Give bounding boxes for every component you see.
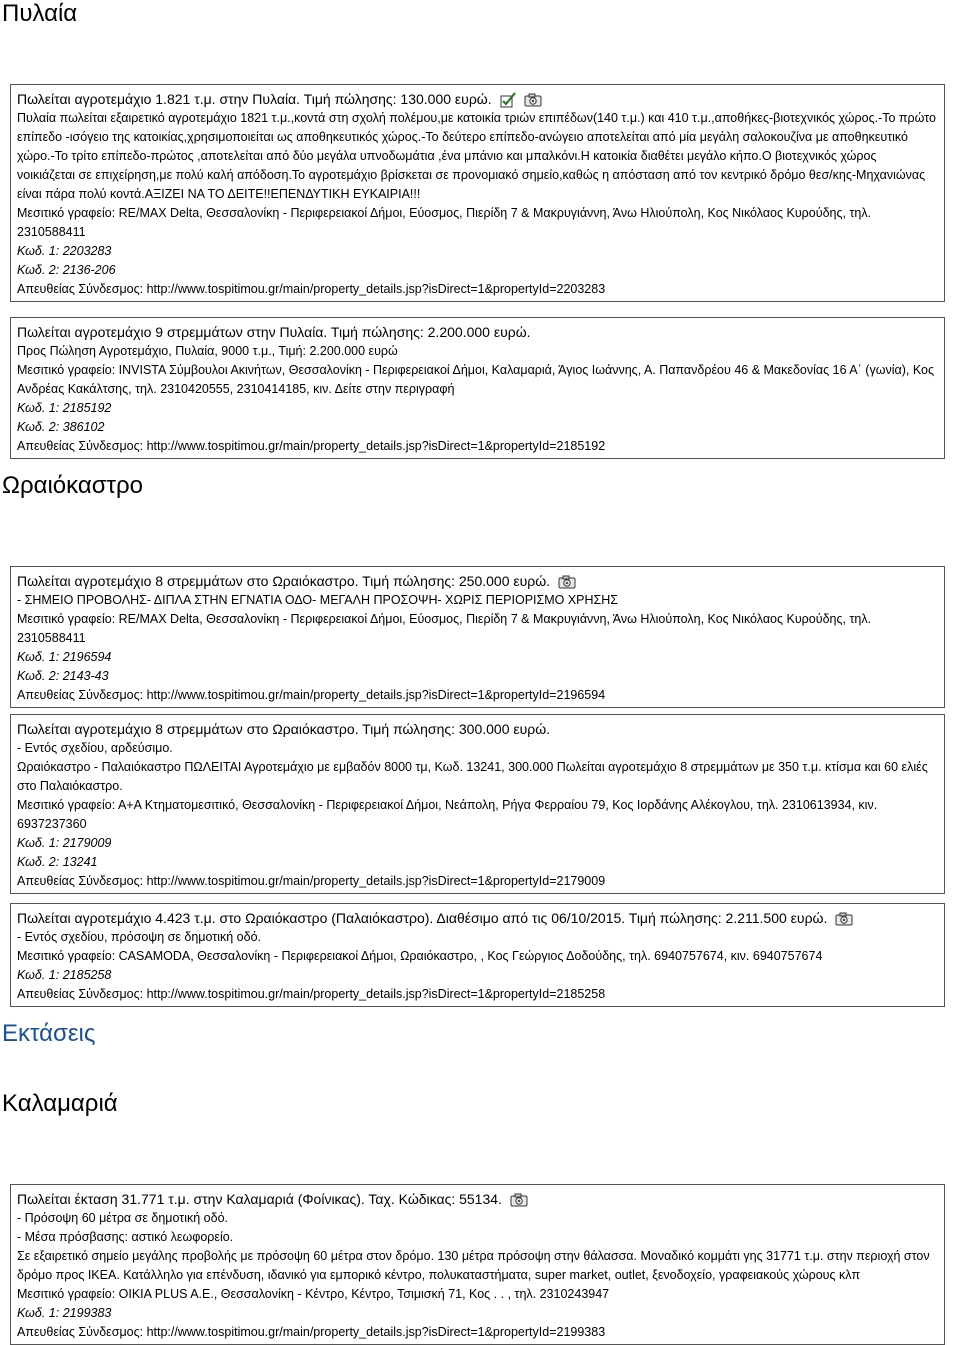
listing-code: Κωδ. 1: 2185192: [17, 401, 112, 415]
listing-code: Κωδ. 2: 2136-206: [17, 263, 116, 277]
listing-direct-link[interactable]: Απευθείας Σύνδεσμος: http://www.tospitimou.gr/main/property_details.jsp?isDirect=1&propertyId=2203283: [17, 282, 606, 296]
listing-title: [17, 1189, 938, 1209]
listing-card: [10, 84, 945, 302]
camera-icon[interactable]: [510, 1193, 528, 1207]
listing-description: Πυλαία πωλείται εξαιρετικό αγροτεμάχιο 1821 τ.μ.,κοντά στη σχολή πολέμου,με κατοικία τριών επιπέδων(140 τ.μ.) και 410 τ.μ.,αποθήκες-βιοτεχνικός χώρος.-Το πρώτο επίπεδο -ισόγειο της κατοικίας,χρησιμοποιείται ως αποθηκευτικός χώρος.-Το δεύτερο επίπεδο-ανώγειο αποτελείται από μία μεγάλη σαλοκουζίνα με αποθηκευτικό χώρο.-Το τρίτο επίπεδο-πρώτος ,αποτελείται από δύο μεγάλα υπνοδωμάτια ,ένα μπάνιο και μπαλκόνι.Η κατοικία διαθέτει μεγάλο κήπο.Ο βιοτεχνικός χώρος νοικιάζεται σε επιχείρηση,με πολύ καλή απόδοση.Το αγροτεμάχιο βρίσκεται σε προνομιακό σημείο,καθώς η απόσταση από τον κεντρικό δρόμο θεσ/κης-Μηχανιώνας είναι πάρα πολύ κοντά.ΑΞΙΖΕΙ ΝΑ ΤΟ ΔΕΙΤΕ!!ΕΠΕΝΔΥΤΙΚΗ ΕΥΚΑΙΡΙΑ!!!: [17, 111, 936, 201]
listing-title-text: Πωλείται έκταση 31.771 τ.μ. στην Καλαμαριά (Φοίνικας). Ταχ. Κώδικας: 55134.: [17, 1191, 502, 1207]
listing-office: Μεσιτικό γραφείο: INVISTA Σύμβουλοι Ακινήτων, Θεσσαλονίκη - Περιφερειακοί Δήμοι, Καλαμαριά, Άγιος Ιωάννης, Α. Παπανδρέου 46 & Μακεδονίας 16 Α΄ (γωνία), Κος Ανδρέας Κακάλτσης, τηλ. 2310420555, 2310414185, κιν. Δείτε στην περιγραφή: [17, 363, 934, 396]
listing-card: [10, 566, 945, 708]
listing-description: Προς Πώληση Αγροτεμάχιο, Πυλαία, 9000 τ.μ., Τιμή: 2.200.000 ευρώ: [17, 344, 398, 358]
checkmark-icon[interactable]: [500, 92, 516, 108]
listing-description: - Εντός σχεδίου, αρδεύσιμο. Ωραιόκαστρο - Παλαιόκαστρο ΠΩΛΕΙΤΑΙ Αγροτεμάχιο με εμβαδόν 8000 τμ, Κωδ. 13241, 300.000 Πωλείται αγροτεμάχιο 8 στρεμμάτων με 350 τ.μ. κτίσμα και 60 ελιές στο Παλαιόκαστρο.: [17, 741, 928, 793]
listing-code: Κωδ. 2: 13241: [17, 855, 98, 869]
listing-code: Κωδ. 1: 2203283: [17, 244, 112, 258]
listing-office: Μεσιτικό γραφείο: RE/MAX Delta, Θεσσαλονίκη - Περιφερειακοί Δήμοι, Εύοσμος, Πιερίδη 7 & Μακρυγιάννη, Άνω Ηλιούπολη, Κος Νικόλαος Κυρούδης, τηλ. 2310588411: [17, 612, 872, 645]
listing-description: - Πρόσοψη 60 μέτρα σε δημοτική οδό. - Μέσα πρόσβασης: αστικό λεωφορείο. Σε εξαιρετικό σημείο μεγάλης προβολής με πρόσοψη 60 μέτρα στον δρόμο. 130 μέτρα πρόσοψη στην θάλασσα. Μοναδικό κομμάτι γης 31771 τ.μ. στην περιοχή στον δρόμο προς ΙΚΕΑ. Κατάλληλο για επένδυση, ιδανικό για εμπορικό κέντρο, πολυκαταστήματα, super market, outlet, ξενοδοχείο, γραφειακούς χώρους κλπ: [17, 1211, 930, 1282]
camera-icon[interactable]: [524, 93, 542, 107]
listing-direct-link[interactable]: Απευθείας Σύνδεσμος: http://www.tospitimou.gr/main/property_details.jsp?isDirect=1&propertyId=2185258: [17, 987, 606, 1001]
listing-card: [10, 714, 945, 894]
listing-title-text: Πωλείται αγροτεμάχιο 1.821 τ.μ. στην Πυλαία. Τιμή πώλησης: 130.000 ευρώ.: [17, 91, 492, 107]
heading-oraiokastro: Ωραιόκαστρο: [2, 472, 144, 499]
listing-description: - Εντός σχεδίου, πρόσοψη σε δημοτική οδό.: [17, 930, 261, 944]
camera-icon[interactable]: [558, 575, 576, 589]
listing-code: Κωδ. 1: 2185258: [17, 968, 112, 982]
listing-title-text: Πωλείται αγροτεμάχιο 8 στρεμμάτων στο Ωραιόκαστρο. Τιμή πώλησης: 300.000 ευρώ.: [17, 721, 551, 737]
listing-office: Μεσιτικό γραφείο: CASAMODA, Θεσσαλονίκη - Περιφερειακοί Δήμοι, Ωραιόκαστρο, , Κος Γεώργιος Δοδούδης, τηλ. 6940757674, κιν. 6940757674: [17, 949, 823, 963]
listing-office: Μεσιτικό γραφείο: RE/MAX Delta, Θεσσαλονίκη - Περιφερειακοί Δήμοι, Εύοσμος, Πιερίδη 7 & Μακρυγιάννη, Άνω Ηλιούπολη, Κος Νικόλαος Κυρούδης, τηλ. 2310588411: [17, 206, 872, 239]
heading-kalamaria: Καλαμαριά: [2, 1090, 118, 1117]
heading-ektaseis[interactable]: Εκτάσεις: [2, 1020, 96, 1047]
camera-icon[interactable]: [835, 912, 853, 926]
listing-code: Κωδ. 1: 2179009: [17, 836, 112, 850]
listing-title-text: Πωλείται αγροτεμάχιο 4.423 τ.μ. στο Ωραιόκαστρο (Παλαιόκαστρο). Διαθέσιμο από τις 06/10/2015. Τιμή πώλησης: 2.211.500 ευρώ.: [17, 910, 828, 926]
listing-office: Μεσιτικό γραφείο: Α+Α Κτηματομεσιτικό, Θεσσαλονίκη - Περιφερειακοί Δήμοι, Νεάπολη, Ρήγα Φερραίου 79, Κος Ιορδάνης Αλέκογλου, τηλ. 2310613934, κιν. 6937237360: [17, 798, 878, 831]
listing-title-text: Πωλείται αγροτεμάχιο 9 στρεμμάτων στην Πυλαία. Τιμή πώλησης: 2.200.000 ευρώ.: [17, 324, 531, 340]
listing-description: - ΣΗΜΕΙΟ ΠΡΟΒΟΛΗΣ- ΔΙΠΛΑ ΣΤΗΝ ΕΓΝΑΤΙΑ ΟΔΟ- ΜΕΓΑΛΗ ΠΡΟΣΟΨΗ- ΧΩΡΙΣ ΠΕΡΙΟΡΙΣΜΟ ΧΡΗΣΗΣ: [17, 593, 619, 607]
heading-pylaia: Πυλαία: [2, 0, 78, 27]
listing-card: [10, 1184, 945, 1345]
listing-office: Μεσιτικό γραφείο: OIKIA PLUS A.E., Θεσσαλονίκη - Κέντρο, Κέντρο, Τσιμισκή 71, Κος . . , τηλ. 2310243947: [17, 1287, 610, 1301]
listing-title: [17, 719, 938, 739]
listing-code: Κωδ. 2: 386102: [17, 420, 105, 434]
listing-direct-link[interactable]: Απευθείας Σύνδεσμος: http://www.tospitimou.gr/main/property_details.jsp?isDirect=1&propertyId=2196594: [17, 688, 606, 702]
listing-title: [17, 322, 938, 342]
listing-code: Κωδ. 1: 2199383: [17, 1306, 112, 1320]
listing-title: [17, 89, 938, 109]
listing-card: [10, 317, 945, 459]
listing-code: Κωδ. 1: 2196594: [17, 650, 112, 664]
listing-direct-link[interactable]: Απευθείας Σύνδεσμος: http://www.tospitimou.gr/main/property_details.jsp?isDirect=1&propertyId=2179009: [17, 874, 606, 888]
listing-title-text: Πωλείται αγροτεμάχιο 8 στρεμμάτων στο Ωραιόκαστρο. Τιμή πώλησης: 250.000 ευρώ.: [17, 573, 551, 589]
listing-title: [17, 908, 938, 928]
listing-code: Κωδ. 2: 2143-43: [17, 669, 109, 683]
listing-direct-link[interactable]: Απευθείας Σύνδεσμος: http://www.tospitimou.gr/main/property_details.jsp?isDirect=1&propertyId=2185192: [17, 439, 606, 453]
listing-direct-link[interactable]: Απευθείας Σύνδεσμος: http://www.tospitimou.gr/main/property_details.jsp?isDirect=1&propertyId=2199383: [17, 1325, 606, 1339]
listing-card: [10, 903, 945, 1007]
listing-title: [17, 571, 938, 591]
